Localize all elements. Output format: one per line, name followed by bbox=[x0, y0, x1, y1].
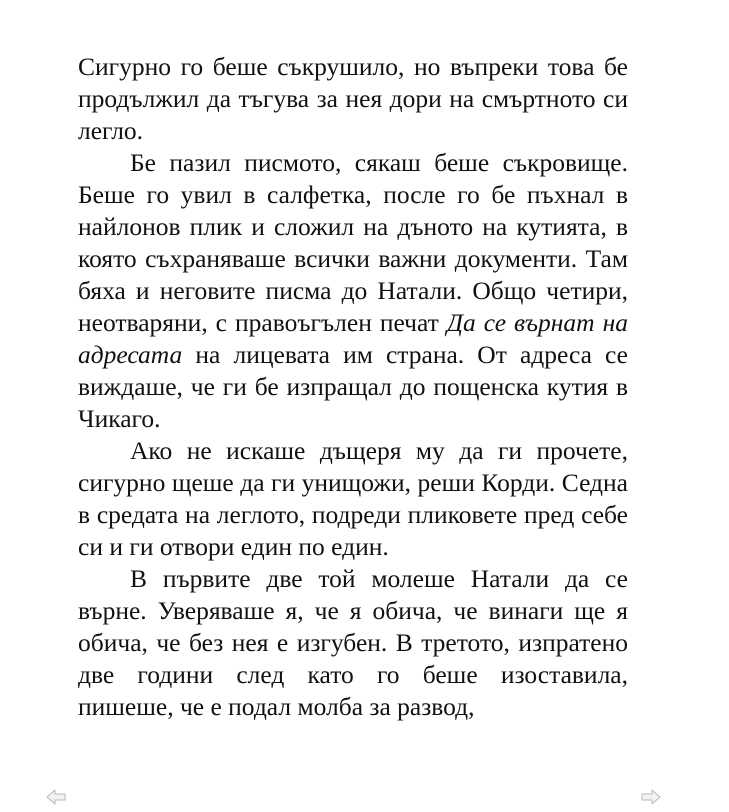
paragraph-3-text: Ако не искаше дъщеря му да ги прочете, сигурно щеше да ги унищожи, реши Корди. Седна в средата на леглото, подреди пликовете пред себе си и ги отвори един по един. bbox=[78, 436, 628, 561]
paragraph-3 bbox=[78, 435, 628, 563]
arrow-right-icon bbox=[641, 788, 661, 806]
paragraph-1-text: Сигурно го беше съкрушило, но въпреки това бе продължил да тъгува за нея дори на смъртното си легло. bbox=[78, 52, 628, 145]
paragraph-1 bbox=[78, 51, 628, 147]
arrow-left-icon bbox=[46, 788, 66, 806]
document-page bbox=[78, 51, 628, 723]
prev-page-button[interactable] bbox=[46, 788, 66, 806]
paragraph-2-text-a: Бе пазил писмото, сякаш беше съкровище. Беше го увил в салфетка, после го бе пъхнал в найлонов плик и сложил на дъното на кутията, в която съхраняваше всички важни документи. Там бяха и неговите писма до Натали. Общо четири, неотваряни, с правоъгълен печат bbox=[78, 148, 628, 337]
paragraph-4-text: В първите две той молеше Натали да се върне. Уверяваше я, че я обича, че винаги ще я обича, че без нея е изгубен. В третото, изпратено две години след като го беше изоставила, пишеше, че е подал молба за развод, bbox=[78, 564, 628, 721]
paragraph-4 bbox=[78, 563, 628, 723]
paragraph-2-italic-phrase: Да се върнат на адресата bbox=[78, 308, 628, 369]
paragraph-2-text-b: на лицевата им страна. От адреса се виждаше, че ги бе изпращал до пощенска кутия в Чикаго. bbox=[78, 340, 628, 433]
paragraph-2 bbox=[78, 147, 628, 435]
next-page-button[interactable] bbox=[641, 788, 661, 806]
